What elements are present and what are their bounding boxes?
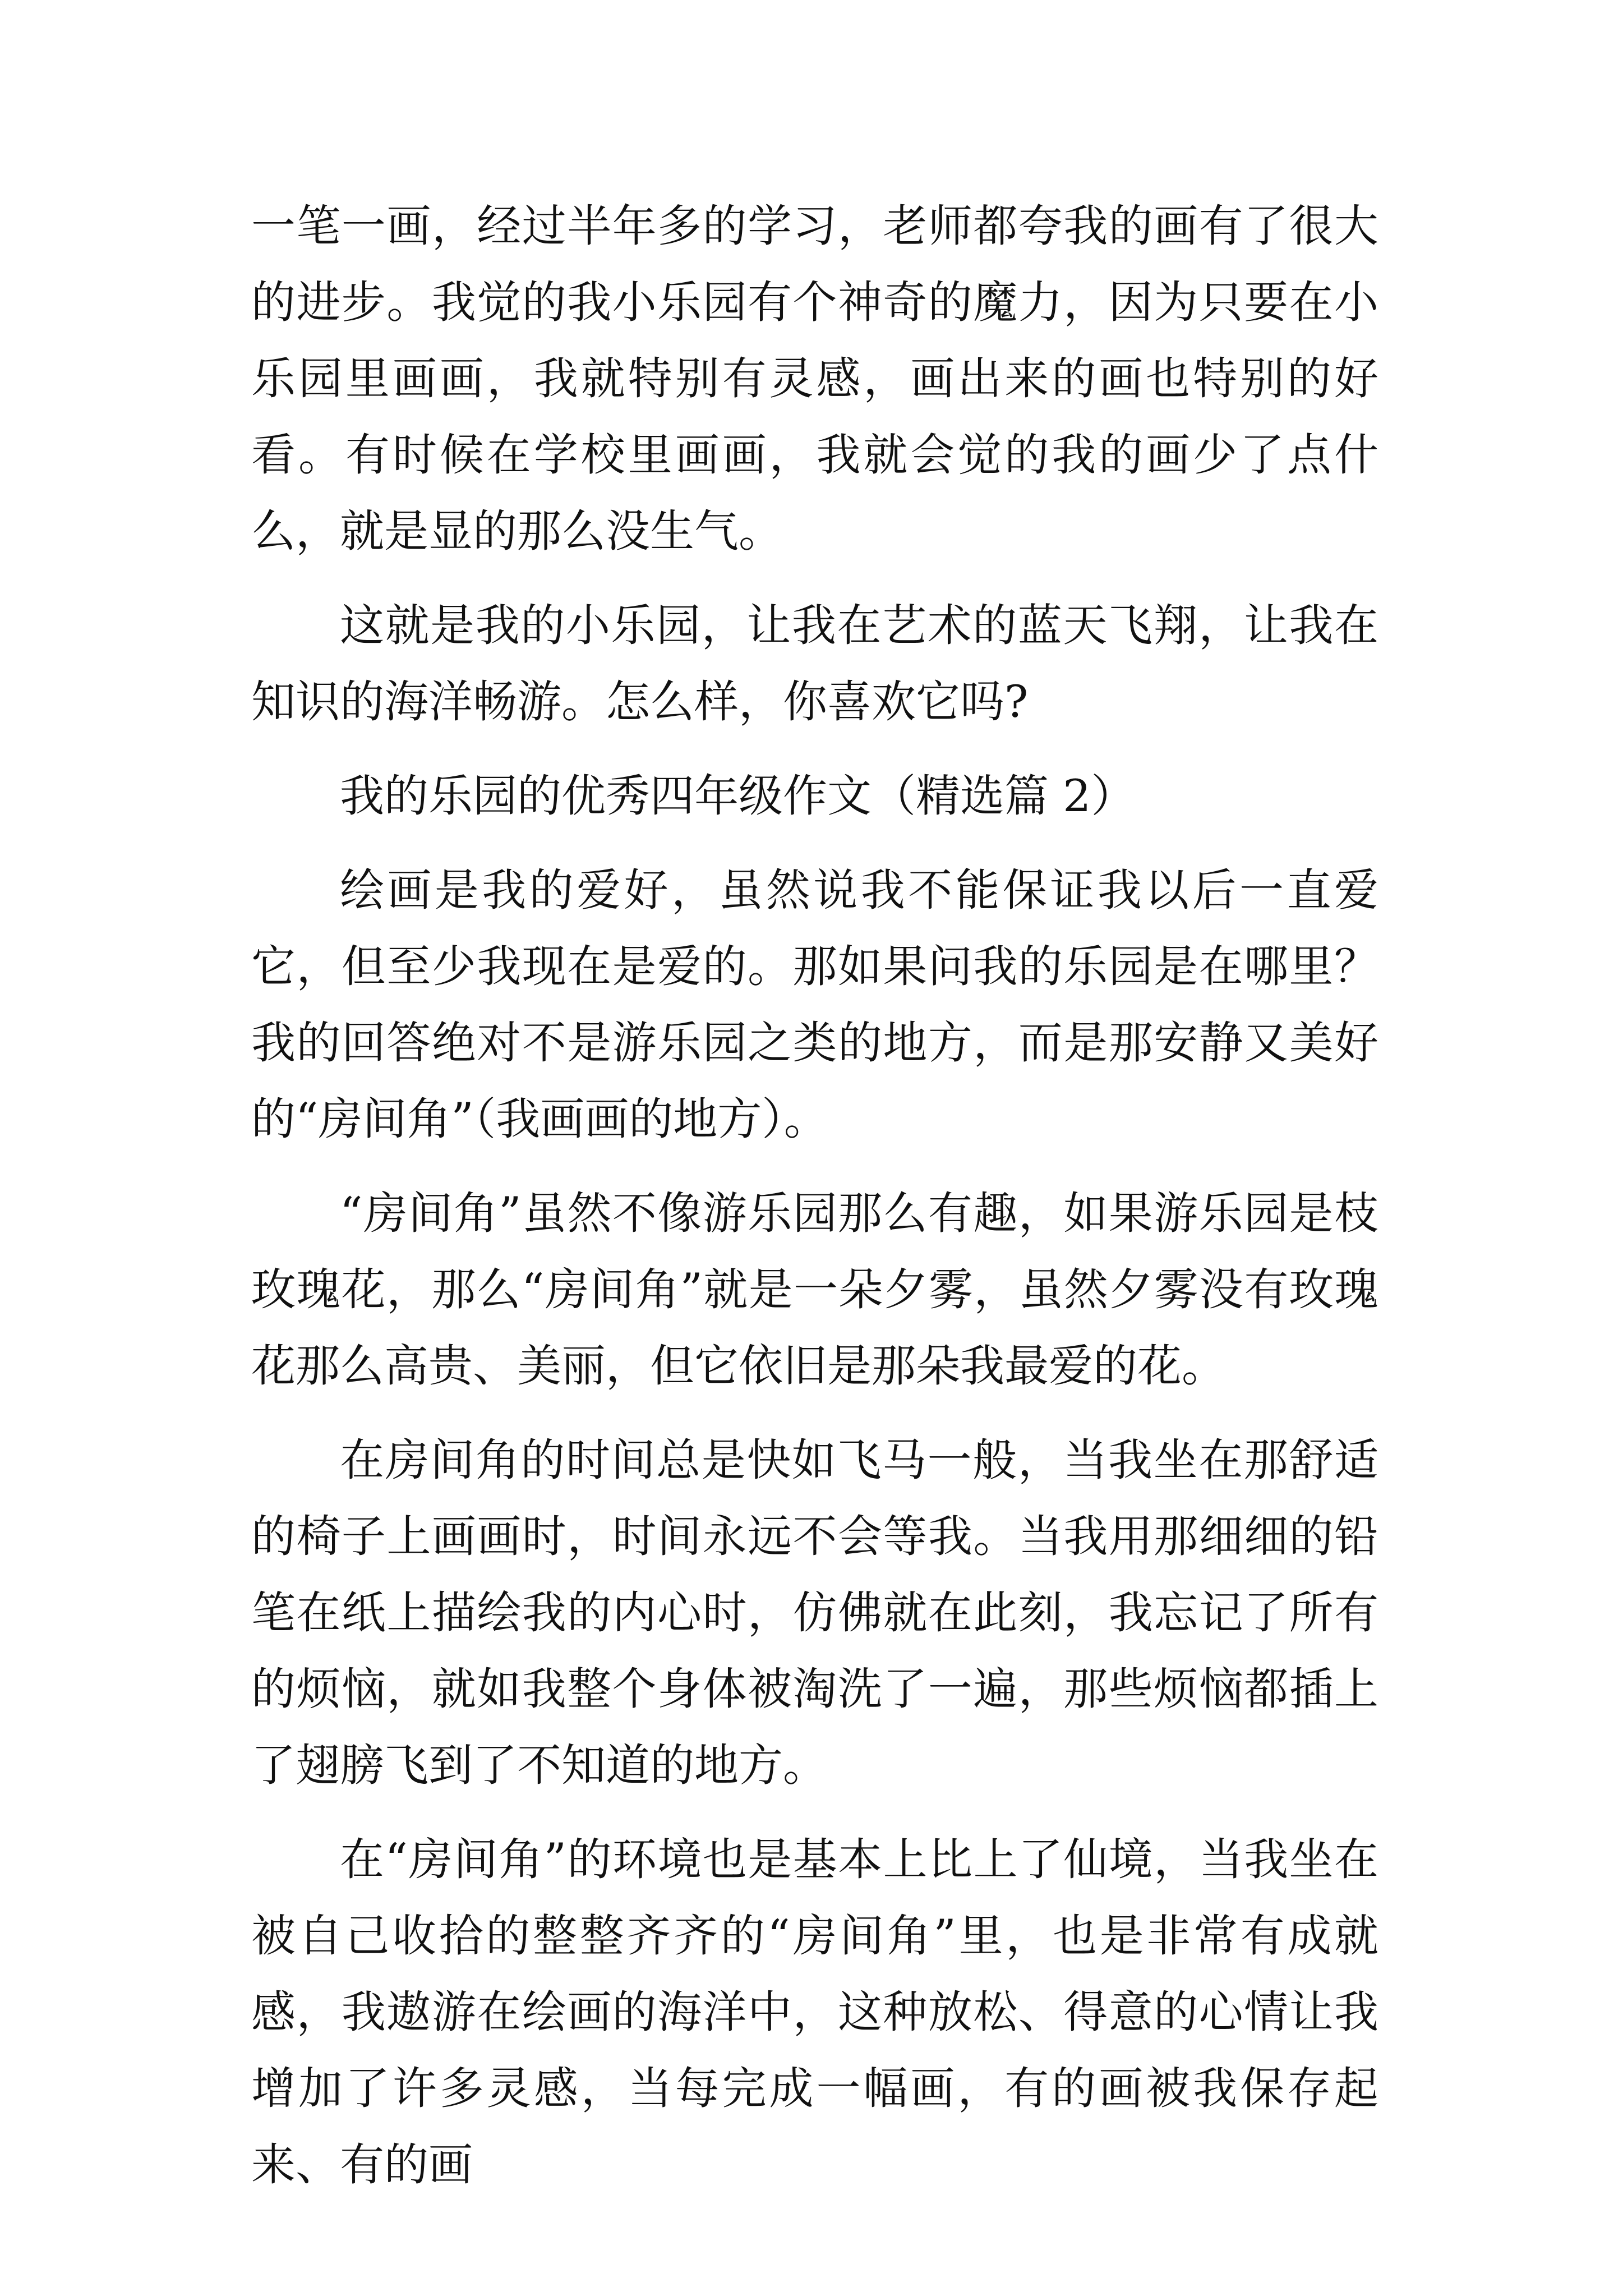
paragraph: 在“房间角”的环境也是基本上比上了仙境，当我坐在被自己收拾的整整齐齐的“房间角”里，也是非常有成就感，我遨游在绘画的海洋中，这种放松、得意的心情让我增加了许多灵感，当每完成一幅画，有的画被我保存起来、有的画	[251, 1834, 1378, 2191]
paragraph: “房间角”虽然不像游乐园那么有趣，如果游乐园是枝玫瑰花，那么“房间角”就是一朵夕雾，虽然夕雾没有玫瑰花那么高贵、美丽，但它依旧是那朵我最爱的花。	[251, 1188, 1378, 1392]
document-body	[251, 188, 1378, 2203]
paragraph: 绘画是我的爱好，虽然说我不能保证我以后一直爱它，但至少我现在是爱的。那如果问我的乐园是在哪里？我的回答绝对不是游乐园之类的地方，而是那安静又美好的“房间角”（我画画的地方）。	[251, 864, 1378, 1145]
paragraph-continued: 一笔一画，经过半年多的学习，老师都夸我的画有了很大的进步。我觉的我小乐园有个神奇的魔力，因为只要在小乐园里画画，我就特别有灵感，画出来的画也特别的好看。有时候在学校里画画，我就会觉的我的画少了点什么，就是显的那么没生气。	[251, 200, 1378, 557]
paragraph: 在房间角的时间总是快如飞马一般，当我坐在那舒适的椅子上画画时，时间永远不会等我。当我用那细细的铅笔在纸上描绘我的内心时，仿佛就在此刻，我忘记了所有的烦恼，就如我整个身体被淘洗了一遍，那些烦恼都插上了翅膀飞到了不知道的地方。	[251, 1434, 1378, 1791]
paragraph: 这就是我的小乐园，让我在艺术的蓝天飞翔，让我在知识的海洋畅游。怎么样，你喜欢它吗?	[251, 600, 1378, 728]
section-heading: 我的乐园的优秀四年级作文（精选篇 2）	[340, 770, 1136, 822]
